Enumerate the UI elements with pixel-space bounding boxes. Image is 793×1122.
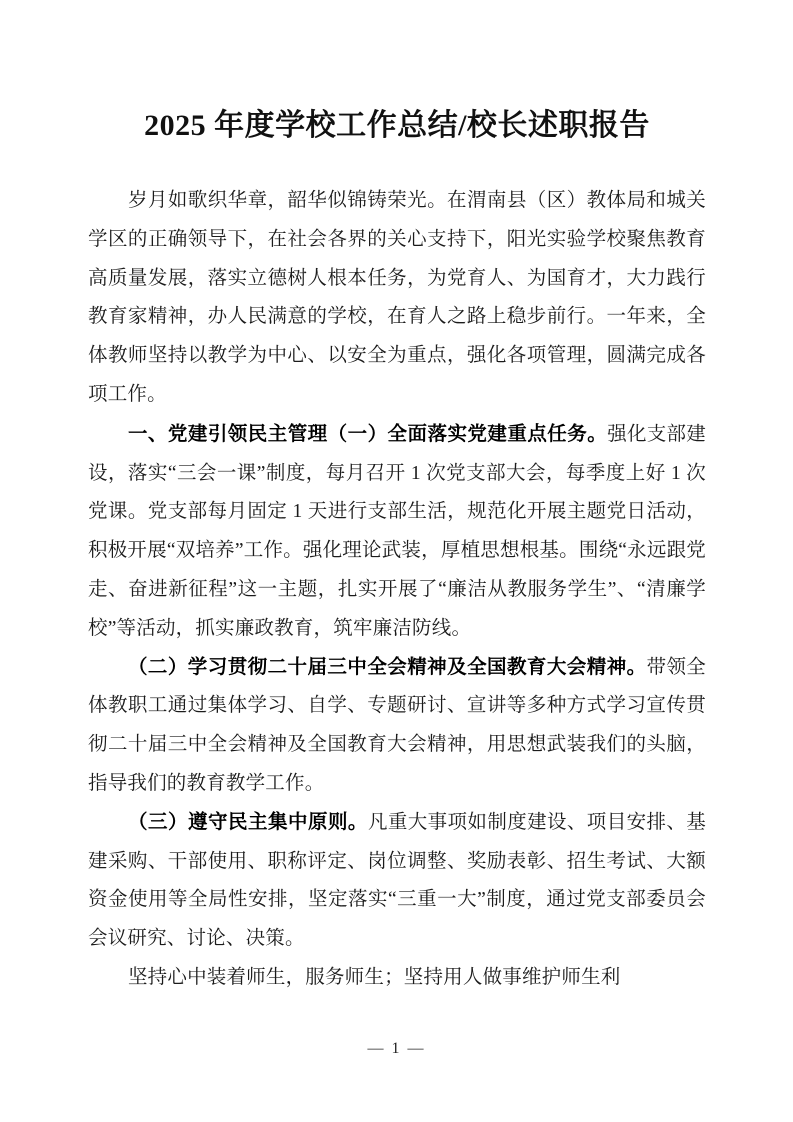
paragraph-section-two [88,649,706,804]
section-one-heading: 一、党建引领民主管理（一）全面落实党建重点任务。 [127,422,608,445]
document-body [88,0,706,998]
paragraph-section-one [88,415,706,649]
paragraph-last-partial: 坚持心中装着师生，服务师生；坚持用人做事维护师生利 [127,966,621,988]
page-title: 2025 年度学校工作总结/校长述职报告 [144,109,650,142]
section-two-heading: （二）学习贯彻二十届三中全会精神及全国教育大会精神。 [127,656,647,678]
section-three-body: 凡重大事项如制度建设、项目安排、基建采购、干部使用、职称评定、岗位调整、奖励表彰、招生考试、大额资金使用等全局性安排，坚定落实“三重一大”制度，通过党支部委员会会议研究、讨论、决策。 [88,811,706,950]
paragraph-section-three [88,804,706,959]
page-number-footer: — 1 — [367,1040,426,1057]
section-one-body: 强化支部建设，落实“三会一课”制度，每月召开 1 次党支部大会，每季度上好 1 次党课。党支部每月固定 1 天进行支部生活，规范化开展主题党日活动，积极开展“双培养”工作。强化理论武装，厚植思想根基。围绕“永远跟党走、奋进新征程”这一主题，扎实开展了“廉洁从教服务学生”、“清廉学校”等活动，抓实廉政教育，筑牢廉洁防线。 [88,423,706,639]
section-two-body: 带领全体教职工通过集体学习、自学、专题研讨、宣讲等多种方式学习宣传贯彻二十届三中全会精神及全国教育大会精神，用思想武装我们的头脑，指导我们的教育教学工作。 [88,656,706,794]
section-three-heading: （三）遵守民主集中原则。 [127,811,368,833]
paragraph-intro: 岁月如歌织华章，韶华似锦铸荣光。在渭南县（区）教体局和城关学区的正确领导下，在社会各界的关心支持下，阳光实验学校聚焦教育高质量发展，落实立德树人根本任务，为党育人、为国育才，大力践行教育家精神，办人民满意的学校，在育人之路上稳步前行。一年来，全体教师坚持以教学为中心、以安全为重点，强化各项管理，圆满完成各项工作。 [88,190,706,405]
